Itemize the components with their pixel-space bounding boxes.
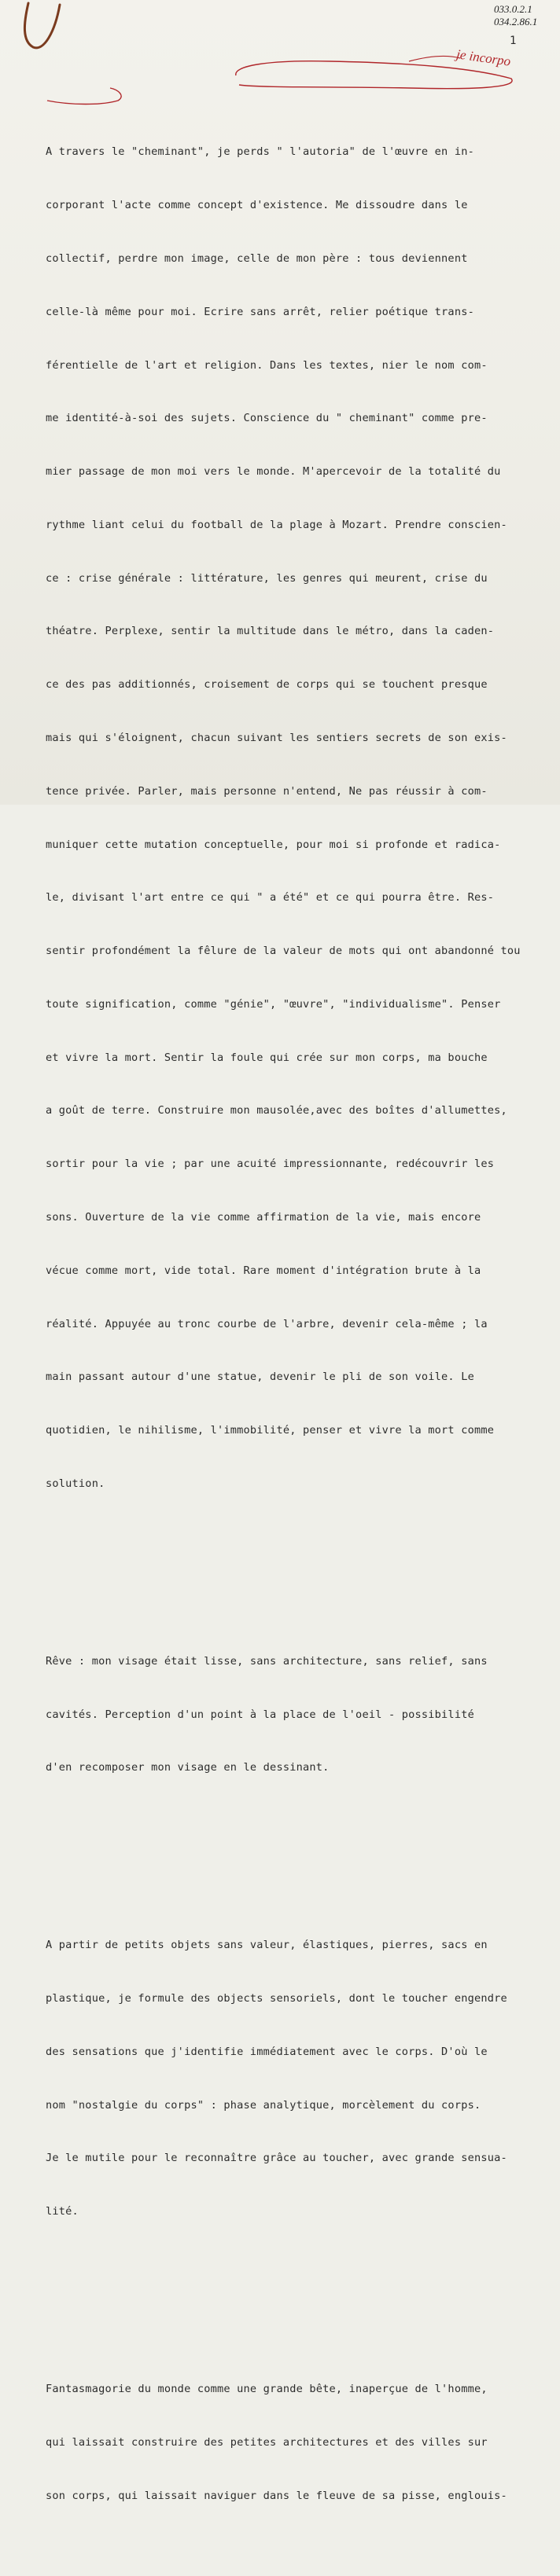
- text-line: cavités. Perception d'un point à la place de l'oeil - possibilité: [46, 1708, 474, 1721]
- text-line: théatre. Perplexe, sentir la multitude dans le métro, dans la caden-: [46, 625, 495, 638]
- text-line: quotidien, le nihilisme, l'immobilité, penser et vivre la mort comme: [46, 1424, 495, 1437]
- text-line: collectif, perdre mon image, celle de mon père : tous deviennent: [46, 251, 468, 265]
- margin-annotation: je incorpo: [455, 46, 512, 69]
- text-line: muniquer cette mutation conceptuelle, pour moi si profonde et radica-: [46, 838, 501, 851]
- text-line: d'en recomposer mon visage en le dessinant.: [46, 1761, 330, 1774]
- text-line: ce : crise générale : littérature, les genres qui meurent, crise du: [46, 571, 488, 585]
- red-arrow-mark: [409, 56, 460, 61]
- pen-stroke-mark: [24, 3, 60, 48]
- text-line: solution.: [46, 1477, 105, 1490]
- text-line: des sensations que j'identifie immédiatement avec le corps. D'où le: [46, 2045, 488, 2058]
- text-line: mais qui s'éloignent, chacun suivant les sentiers secrets de son exis-: [46, 731, 507, 744]
- text-line: rythme liant celui du football de la plage à Mozart. Prendre conscien-: [46, 518, 507, 531]
- page-number: 1: [510, 35, 517, 47]
- paragraph-4: [46, 2345, 549, 2541]
- paragraph-3: [46, 1901, 549, 2256]
- text-line: ce des pas additionnés, croisement de corps qui se touchent presque: [46, 678, 488, 692]
- text-line: son corps, qui laissait naviguer dans le fleuve de sa pisse, englouis-: [46, 2489, 507, 2502]
- text-line: A partir de petits objets sans valeur, élastiques, pierres, sacs en: [46, 1939, 488, 1952]
- text-line: mier passage de mon moi vers le monde. M'apercevoir de la totalité du: [46, 465, 501, 479]
- text-line: vécue comme mort, vide total. Rare moment d'intégration brute à la: [46, 1264, 481, 1277]
- text-line: sortir pour la vie ; par une acuité impressionnante, redécouvrir les: [46, 1158, 495, 1171]
- text-line: lité.: [46, 2205, 79, 2218]
- archive-ref-1: 033.0.2.1: [494, 3, 532, 15]
- text-line: sons. Ouverture de la vie comme affirmation de la vie, mais encore: [46, 1211, 481, 1224]
- text-line: tence privée. Parler, mais personne n'entend, Ne pas réussir à com-: [46, 784, 488, 798]
- paragraph-1: [46, 108, 549, 1528]
- text-line: plastique, je formule des objects sensoriels, dont le toucher engendre: [46, 1992, 507, 2005]
- text-line: nom "nostalgie du corps" : phase analytique, morcèlement du corps.: [46, 2098, 481, 2112]
- archive-reference-numbers: [494, 3, 537, 28]
- text-line: et vivre la mort. Sentir la foule qui crée sur mon corps, ma bouche: [46, 1051, 488, 1064]
- text-line: celle-là même pour moi. Ecrire sans arrêt, relier poétique trans-: [46, 305, 474, 318]
- text-line: Rêve : mon visage était lisse, sans architecture, sans relief, sans: [46, 1654, 488, 1668]
- paragraph-2: [46, 1617, 549, 1813]
- text-line: me identité-à-soi des sujets. Conscience du " cheminant" comme pre-: [46, 412, 488, 425]
- text-line: A travers le "cheminant", je perds " l'autoria" de l'œuvre en in-: [46, 145, 474, 159]
- text-line: toute signification, comme "génie", "œuvre", "individualisme". Penser: [46, 997, 501, 1011]
- text-line: Fantasmagorie du monde comme une grande bête, inaperçue de l'homme,: [46, 2383, 488, 2396]
- text-line: réalité. Appuyée au tronc courbe de l'arbre, devenir cela-même ; la: [46, 1317, 488, 1330]
- text-line: férentielle de l'art et religion. Dans les textes, nier le nom com-: [46, 358, 488, 372]
- text-line: le, divisant l'art entre ce qui " a été" et ce qui pourra être. Res-: [46, 891, 495, 905]
- text-line: corporant l'acte comme concept d'existence. Me dissoudre dans le: [46, 199, 468, 212]
- text-line: qui laissait construire des petites architectures et des villes sur: [46, 2435, 488, 2449]
- text-line: sentir profondément la fêlure de la valeur de mots qui ont abandonné tou: [46, 945, 521, 958]
- typed-text-body: [46, 72, 549, 2576]
- archive-ref-2: 034.2.86.1: [494, 16, 538, 28]
- text-line: a goût de terre. Construire mon mausolée,avec des boîtes d'allumettes,: [46, 1104, 507, 1117]
- text-line: Je le mutile pour le reconnaître grâce au toucher, avec grande sensua-: [46, 2152, 507, 2165]
- text-line: main passant autour d'une statue, devenir le pli de son voile. Le: [46, 1371, 474, 1384]
